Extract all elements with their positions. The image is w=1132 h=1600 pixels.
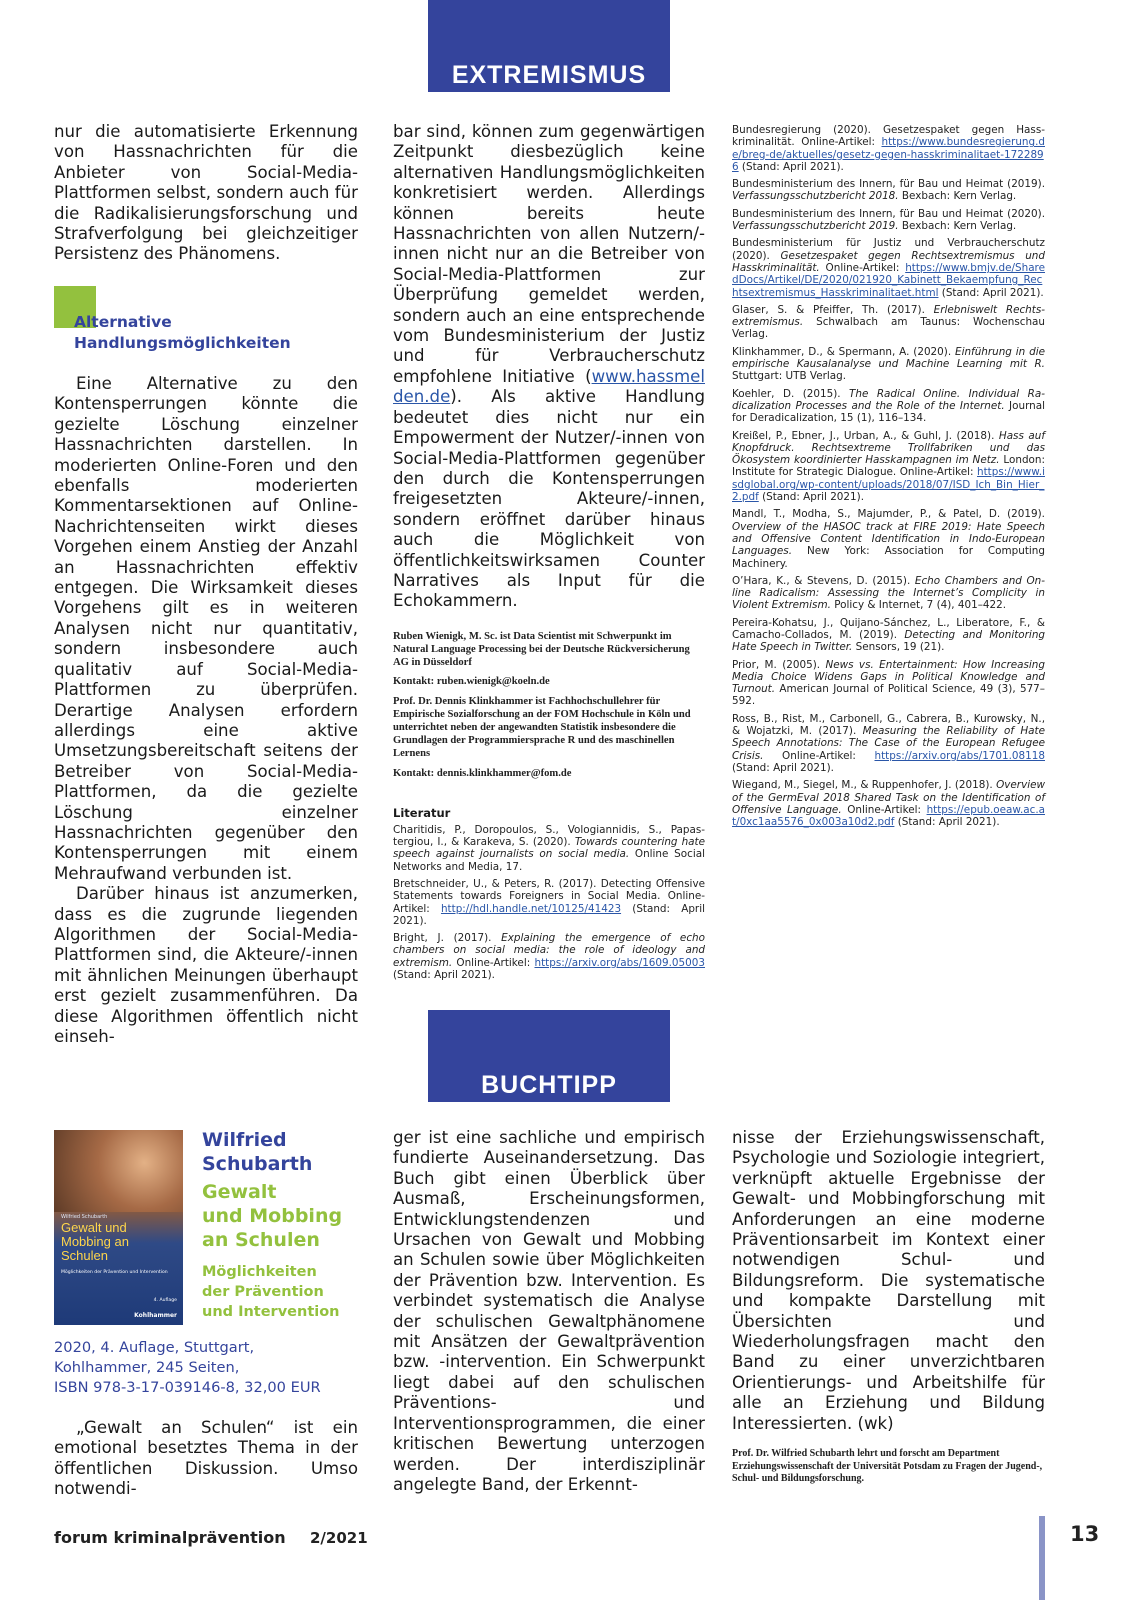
section-banner-extremismus [428, 0, 670, 92]
reference-text: Schwalbach am Taunus: Wochenschau Verlag. [732, 316, 1045, 341]
reference-text: Glaser, S. & Pfeiffer, Th. (2017). [732, 303, 934, 316]
reference-title: Verfassungsschutzbericht 2019. [732, 220, 899, 233]
reference-text: Bright, J. (2017). [393, 932, 502, 945]
author-contact: Kontakt: ruben.wienigk@koeln.de [393, 676, 550, 688]
author-bio: Ruben Wienigk, M. Sc. ist Data Scientist mit Schwerpunkt im Natural Language Processing bei der Deutsche Rückversicherung AG in Düsseldorf [393, 630, 690, 669]
literature-reference [732, 178, 1045, 203]
article-column-2 [393, 122, 705, 986]
reference-title: Towards countering hate speech against journalists on social media. [393, 836, 706, 861]
cover-author: Wilfried Schubarth [61, 1214, 108, 1220]
book-meta-line: Kohlhammer, 245 Seiten, [54, 1359, 240, 1376]
reference-title: Overview of the GermEval 2018 Shared Task on the Identification of Offensive Language. [732, 779, 1045, 816]
literature-reference [732, 208, 1045, 233]
reference-link[interactable]: https://www.isdglobal.org/wp-content/uploads/2018/07/ISD_Ich_Bin_Hier_2.pdf [732, 466, 1045, 504]
reference-text: Bundesministerium des Innern, für Bau und Heimat (2020). [732, 207, 1045, 220]
review-column-1 [54, 1418, 358, 1500]
book-subtitle [202, 1262, 340, 1322]
literature-reference [732, 388, 1045, 425]
reference-text: Stuttgart: UTB Verlag. [732, 370, 847, 383]
book-cover-image [54, 1130, 183, 1325]
cover-title: Gewalt und Mobbing an Schulen [61, 1220, 129, 1263]
literature-reference [732, 124, 1045, 173]
reference-title: Overview of the HASOC track at FIRE 2019: Hate Speech and Offensive Content Identification in Indo-European Languages. [732, 520, 1045, 558]
reference-text: Online-Artikel: [841, 803, 927, 816]
book-meta-line: ISBN 978-3-17-039146-8, 32,00 EUR [54, 1379, 321, 1396]
reference-text: American Journal of Political Science, 49 (3), 577–592. [732, 683, 1045, 708]
literature-reference [732, 575, 1045, 612]
subhead-line: Handlungsmöglichkeiten [74, 334, 291, 352]
literature-reference [393, 824, 705, 873]
reference-text: Online Social Networks and Media, 17. [393, 848, 705, 873]
article-paragraph: Eine Alternative zu den Kontensperrungen könnte die gezielte Löschung einzelner Hassnachrichten darstellen. In moderierten Online-Foren und den ebenfalls moderierten Kommentarsektionen auf Online-Nachrichtenseiten wirkt dieses Vorgehen einem Anstieg der Anzahl an Hassnachrichten effektiv entgegen. Die Wirksamkeit dieses Vorgehens gilt es in weiteren Analysen nicht nur quantitativ, sondern insbesondere auch qualitativ auf Social-Media-Plattformen zu überprüfen. Derartige Analysen erfordern allerdings eine aktive Umsetzungsbereitschaft seitens der Betreiber von Social-Media-Plattformen, da die gezielte Löschung einzelner Hassnachrichten gegenüber den Kontensperrungen mit einem Mehraufwand verbunden ist. [54, 374, 358, 883]
reference-text: (Stand: April 2021). [758, 491, 864, 504]
review-paragraph: nisse der Erziehungswissenschaft, Psychologie und Soziologie integriert, verknüpft aktuelle Ergebnisse der Gewalt- und Mobbingforschung mit Anforderungen an eine moderne Präventionsarbeit im Kontext einer notwendigen Schul- und Bildungsreform. Die systematische und kompakte Darstellung mit Übersichten und Wiederholungsfragen macht den Band zu einer unverzichtbaren Orientierungs- und Arbeitshilfe für alle an Erziehung und Bildung Interessierten. (wk) [732, 1128, 1045, 1433]
reference-text: (Stand: April 2021). [938, 286, 1044, 299]
reference-title: The Radical Online. Individual Radicalization Processes and the Role of the Internet. [732, 387, 1045, 412]
reference-link[interactable]: https://www.bundesregierung.de/breg-de/aktuelles/gesetz-gegen-hasskriminalitaet-1722896 [732, 136, 1045, 173]
reference-title: Gesetzespaket gegen Rechtsextremismus und Hasskriminalität. [732, 249, 1045, 274]
book-title-line: und Mobbing [202, 1205, 343, 1227]
reference-title: Erlebniswelt Rechtsextremismus. [732, 303, 1045, 329]
reference-text: Bundesministerium des Innern, für Bau und Heimat (2019). [732, 178, 1045, 191]
reference-link[interactable]: https://www.bmjv.de/SharedDocs/Artikel/DE/2020/021920_Kabinett_Bekaempfung_Rechtsextremismus_Hasskriminalitaet.html [732, 261, 1045, 299]
book-subtitle-line: der Prävention [202, 1284, 324, 1300]
reference-text: Bexbach: Kern Verlag. [898, 220, 1017, 233]
book-title-line: an Schulen [202, 1229, 320, 1251]
literature-reference [732, 346, 1045, 383]
reference-text: Bundesregierung (2020). Gesetzespaket gegen Hasskriminalität. Online-Artikel: [732, 124, 1045, 149]
reference-text: (Stand: April 2021). [894, 816, 1000, 829]
reference-text: O’Hara, K., & Stevens, D. (2015). [732, 574, 915, 587]
reference-text: Online-Artikel: [452, 956, 535, 969]
article-column-1b [54, 374, 358, 1047]
reference-text: Bundesministerium für Justiz und Verbraucherschutz (2020). [732, 237, 1045, 262]
literature-list-part2 [732, 124, 1045, 833]
reference-text: (Stand: April 2021). [393, 969, 495, 982]
article-text: ). Als aktive Handlung bedeutet dies nicht nur ein Empowerment der Nutzer/-innen von Social-Media-Plattformen gegenüber den durch die Kontensperrungen freigesetzten Akteure/-innen, sondern eröffnet darüber hinaus auch die Möglichkeit von öffentlichkeitswirksamen Counter Narratives als Input für die Echokammern. [393, 387, 705, 611]
literature-reference [393, 932, 705, 981]
article-paragraph [393, 122, 705, 612]
reference-title: News vs. Entertainment: How Increasing Media Choice Widens Gaps in Political Knowledge and Turnout. [732, 658, 1045, 696]
reference-text: Pereira-Kohatsu, J., Quijano-Sánchez, L., Liberatore, F., & Camacho-Collados, M. (2019). [732, 616, 1045, 641]
reference-text: Prior, M. (2005). [732, 658, 826, 671]
reference-title: Detecting and Monitoring Hate Speech in Twitter. [732, 628, 1045, 654]
subhead-alternative-handlungsmoeglichkeiten [74, 312, 354, 354]
section-banner-buchtipp [428, 1010, 670, 1102]
reference-link[interactable]: https://arxiv.org/abs/1701.08118 [874, 749, 1045, 762]
reference-text: Online-Artikel: [819, 261, 906, 274]
reference-text: London: Institute for Strategic Dialogue. Online-Artikel: [732, 454, 1045, 479]
reference-text: New York: Association for Computing Machinery. [732, 545, 1045, 570]
literature-reference [732, 430, 1045, 504]
review-paragraph: ger ist eine sachliche und empirisch fundierte Auseinandersetzung. Das Buch gibt einen Überblick über Ausmaß, Erscheinungsformen, Entwicklungstendenzen und Ursachen von Gewalt und Mobbing an Schulen sowie über Möglichkeiten der Prävention bzw. Intervention. Es verbindet systematisch die Analyse der schulischen Gewaltphänomene mit Ansätzen der Gewaltprävention bzw. -intervention. Ein Schwerpunkt liegt dabei auf den schulischen Präventions- und Interventionsprogrammen, die einer kritischen Bewertung unterzogen werden. Der interdisziplinär angelegte Band, der Erkennt- [393, 1128, 705, 1494]
literature-list-part1 [393, 806, 705, 982]
section-title: BUCHTIPP [481, 1071, 617, 1099]
reference-link[interactable]: http://hdl.handle.net/10125/41423 [440, 902, 622, 915]
literature-reference [732, 617, 1045, 654]
book-meta-line: 2020, 4. Auflage, Stuttgart, [54, 1339, 255, 1356]
review-column-2 [393, 1128, 705, 1495]
reviewer-bio: Prof. Dr. Wilfried Schubarth lehrt und forscht am Department Erziehungswissenschaft der Universität Potsdam zu Fragen der Jugend-, Schul- und Bildungsforschung. [732, 1448, 1043, 1485]
reference-text: Wiegand, M., Siegel, M., & Ruppenhofer, J. (2018). [732, 779, 997, 792]
reference-text: Bretschneider, U., & Peters, R. (2017). Detecting Offensive Statements towards Foreigners in Social Media. Online-Artikel: [393, 877, 705, 915]
reference-title: Einführung in die empirische Kausalanalyse und Machine Learning mit R. [732, 345, 1045, 371]
literature-reference [393, 878, 705, 927]
page-number: 13 [1070, 1522, 1100, 1546]
reference-text: Mandl, T., Modha, S., Majumder, P., & Patel, D. (2019). [732, 508, 1045, 521]
book-title-line: Gewalt [202, 1181, 277, 1203]
footer-journal-title: forum kriminalprävention [54, 1528, 286, 1547]
literature-reference [732, 237, 1045, 298]
article-text: bar sind, können zum gegenwärtigen Zeitpunkt diesbezüglich keine alternativen Handlungsmöglichkeiten konkretisiert werden. Allerdings können bereits heute Hassnachrichten von allen Nutzern/-innen nicht nur an die Betreiber von Social-Media-Plattformen zur Überprüfung gemeldet werden, sondern auch an eine entsprechende vom Bundesministerium der Justiz und für Verbraucherschutz empfohlene Initiative ( [393, 122, 705, 386]
literature-heading: Literatur [393, 805, 451, 820]
reference-link[interactable]: https://arxiv.org/abs/1609.05003 [534, 956, 705, 969]
reference-text: Klinkhammer, D., & Spermann, A. (2020). [732, 345, 955, 358]
author-bios [393, 630, 705, 780]
reference-link[interactable]: https://epub.oeaw.ac.at/0xc1aa5576_0x003a10d2.pdf [732, 803, 1045, 829]
reference-text: (Stand: April 2021). [732, 761, 834, 774]
literature-reference [732, 713, 1045, 774]
reference-title: Hass auf Knopfdruck. Rechtsextreme Trollfabriken und das Ökosystem koordinierter Hasskampagnen im Netz. [732, 429, 1045, 467]
author-contact: Kontakt: dennis.klinkhammer@fom.de [393, 767, 572, 779]
author-bio: Prof. Dr. Dennis Klinkhammer ist Fachhochschullehrer für Empirische Sozialforschung an der FOM Hochschule in Köln und unterrichtet neben der angewandten Statistik insbesondere die Grundlagen der Programmiersprache R und des maschinellen Lernens [393, 695, 691, 760]
article-paragraph: Darüber hinaus ist anzumerken, dass es die zugrunde liegenden Algorithmen der Social-Media-Plattformen sind, die Akteure/-innen mit ähnlichen Meinungen überhaupt erst gezielt zusammenführen. Da diese Algorithmen öffentlich nicht einseh- [54, 884, 358, 1046]
reference-title: Echo Chambers and Online Radicalism: Assessing the Internet’s Complicity in Violent Extremism. [732, 574, 1045, 612]
book-author: Wilfried Schubarth [202, 1129, 313, 1175]
reference-text: Koehler, D. (2015). [732, 387, 850, 400]
literature-reference [732, 779, 1045, 828]
review-column-3 [732, 1128, 1045, 1486]
literature-reference [732, 508, 1045, 569]
literature-reference [732, 304, 1045, 341]
review-paragraph: „Gewalt an Schulen“ ist ein emotional besetztes Thema in der öffentlichen Diskussion. Umso notwendi- [54, 1418, 358, 1499]
section-title: EXTREMISMUS [451, 61, 647, 89]
article-paragraph: nur die automatisierte Erkennung von Hassnachrichten für die Anbieter von Social-Media-Plattformen selbst, sondern auch für die Radikalisierungsforschung und Strafverfolgung bei gleichzeitiger Persistenz des Phänomens. [54, 122, 358, 264]
reference-text: Charitidis, P., Doropoulos, S., Vologiannidis, S., Papastergiou, I., & Karakeva, S. (2020). [393, 823, 705, 849]
reference-text: (Stand: April 2021). [738, 160, 844, 173]
cover-edition: 4. Auflage [153, 1298, 177, 1303]
cover-subtitle: Möglichkeiten der Prävention und Intervention [61, 1270, 168, 1275]
book-subtitle-line: Möglichkeiten [202, 1264, 317, 1280]
footer-issue: 2/2021 [310, 1529, 368, 1547]
cover-photo [54, 1130, 183, 1212]
book-subtitle-line: und Intervention [202, 1304, 340, 1320]
reference-text: (Stand: April 2021). [393, 902, 705, 927]
footer-accent-bar [1039, 1516, 1045, 1600]
reference-text: Ross, B., Rist, M., Carbonell, G., Cabrera, B., Kurowsky, N., & Wojatzki, M. (2017). [732, 712, 1045, 738]
reference-text: Bexbach: Kern Verlag. [898, 190, 1017, 203]
book-title [202, 1180, 342, 1252]
subhead-line: Alternative [74, 313, 172, 331]
literature-reference [732, 659, 1045, 708]
reference-title: Explaining the emergence of echo chambers on social media: the role of ideology and extremism. [393, 932, 705, 969]
article-column-1a [54, 122, 358, 265]
reference-text: Journal for Deradicalization, 15 (1), 116–134. [732, 399, 1045, 425]
reference-title: Measuring the Reliability of Hate Speech Annotations: The Case of the European Refugee Crisis. [732, 725, 1045, 762]
reference-title: Verfassungsschutzbericht 2018. [732, 190, 899, 203]
hassmelden-link[interactable]: www.hassmelden.de [393, 366, 705, 407]
reference-text: Sensors, 19 (21). [852, 641, 945, 654]
cover-publisher: Kohlhammer [134, 1312, 177, 1319]
reference-text: Policy & Internet, 7 (4), 401–422. [830, 599, 1007, 612]
reference-text: Kreißel, P., Ebner, J., Urban, A., & Guhl, J. (2018). [732, 429, 999, 442]
book-publication-info [54, 1338, 321, 1398]
reference-text: Online-Artikel: [763, 749, 875, 762]
